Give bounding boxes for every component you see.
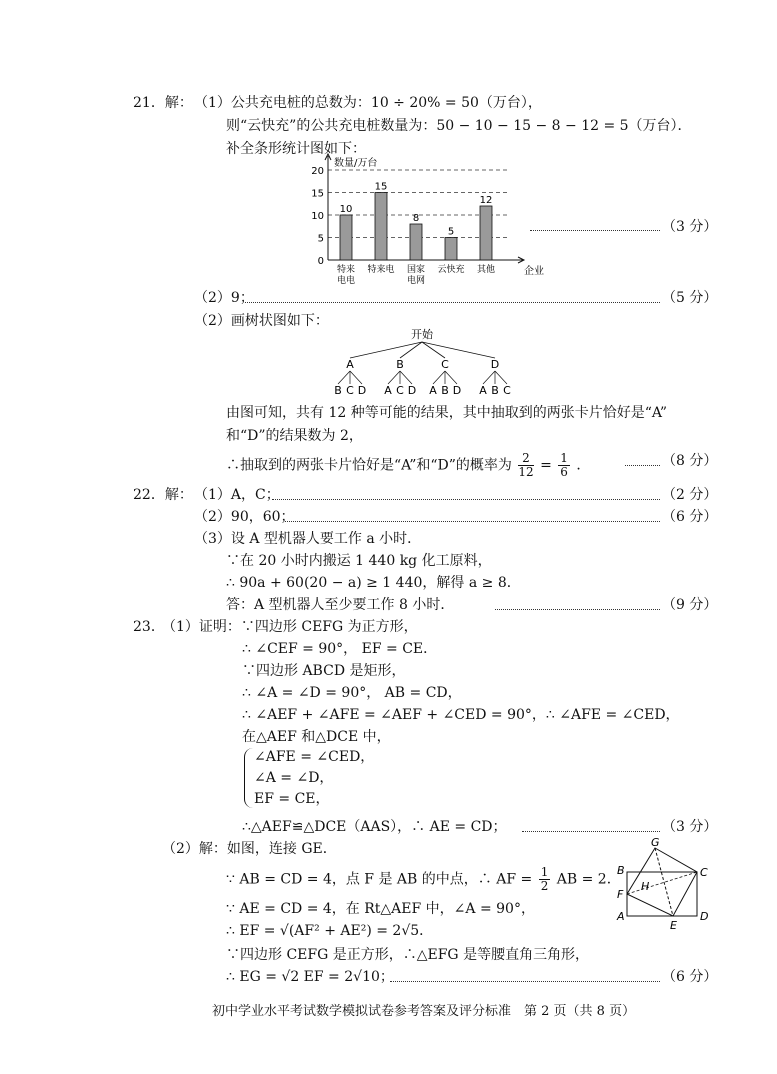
rectangle-abcd <box>627 872 697 916</box>
q21-score3: （8 分） <box>662 453 718 469</box>
q23-line: ∴ ∠A = ∠D = 90°， AB = CD， <box>242 685 462 701</box>
q21-score1: （3 分） <box>662 219 718 235</box>
bar-chart <box>300 150 544 290</box>
y-tick-label: 5 <box>317 233 324 245</box>
tree-leaf-label: A <box>429 384 437 397</box>
tree-leaf-branch <box>445 371 457 384</box>
tree-leaf-branch <box>495 371 507 384</box>
q23-score1: （3 分） <box>662 819 718 835</box>
q22-label: 22．解： <box>133 487 193 503</box>
tree-leaf-label: C <box>346 384 354 397</box>
score-leader <box>285 521 660 522</box>
label-f: F <box>617 888 624 901</box>
y-tick-label: 20 <box>311 166 324 177</box>
tree-leaf-label: C <box>396 384 404 397</box>
q21-part3-line1: 由图可知，共有 12 种等可能的结果，其中抽取到的两张卡片恰好是“A” <box>226 405 668 421</box>
category-label: 其他 <box>476 265 496 275</box>
data-label: 10 <box>339 204 353 215</box>
q23-score2: （6 分） <box>662 969 718 985</box>
bar <box>445 238 457 261</box>
fraction-1-6: $\frac{1}{6}$ <box>560 451 568 479</box>
tree-leaf-label: B <box>491 384 499 397</box>
q23-part2-line3: ∴ EF = √(AF² + AE²) = 2√5． <box>226 923 434 939</box>
q22-part3: （3）设 A 型机器人要工作 a 小时． <box>194 531 422 547</box>
fraction-2-12: $\frac{2}{12}$ <box>518 451 534 479</box>
y-tick-label: 0 <box>317 256 324 267</box>
tree-leaf-label: D <box>357 384 367 397</box>
square-cefg <box>627 848 697 916</box>
probability-text: ∴抽取到的两张卡片恰好是“A”和“D”的概率为 <box>226 457 512 474</box>
score-leader <box>495 609 660 610</box>
q23-system-2: ∠A = ∠D， <box>254 770 334 786</box>
score-leader <box>245 302 660 303</box>
data-label: 8 <box>412 213 420 224</box>
bar <box>375 193 387 261</box>
q22-score1: （2 分） <box>662 487 718 503</box>
data-label: 12 <box>479 195 493 206</box>
category-label: 特来 <box>336 265 356 275</box>
q21-part3-line3: ∴抽取到的两张卡片恰好是“A”和“D”的概率为 $\frac{2}{12}$ = $\frac{1}{6}$ ． <box>226 451 591 479</box>
tree-leaf-label: A <box>384 384 392 397</box>
tree-leaf-label: D <box>452 384 462 397</box>
tree-leaf-label: D <box>407 384 417 397</box>
q21-part1-line2: 则“云快充”的公共充电桩数量为：50 − 10 − 15 − 8 − 12 = 5（万台）． <box>226 118 692 134</box>
tree-leaf-label: C <box>503 384 511 397</box>
q22-answer: 答：A 型机器人至少要工作 8 小时． <box>226 597 455 613</box>
q23-part1: （1）证明：∵四边形 CEFG 为正方形， <box>162 619 418 635</box>
data-label: 5 <box>447 226 455 238</box>
geometry-figure <box>615 838 715 933</box>
q23-part2-line4: ∵四边形 CEFG 是正方形，∴△EFG 是等腰直角三角形， <box>226 947 590 963</box>
page-footer: 初中学业水平考试数学模拟试卷参考答案及评分标准 第 2 页（共 8 页） <box>212 1004 636 1019</box>
category-label: 国家 <box>406 265 426 275</box>
x-axis-label: 企业 <box>524 266 544 277</box>
score-leader <box>272 499 660 500</box>
q21-part3: （2）画树状图如下： <box>194 313 329 329</box>
label-d: D <box>700 910 709 923</box>
label-b: B <box>617 864 625 877</box>
q23-part2-line1: ∵ AB = CD = 4，点 F 是 AB 的中点，∴ AF = $\frac{1}{2}$ AB = 2． <box>226 865 621 893</box>
label-h: H <box>641 880 650 893</box>
tree-leaf-label: A <box>479 384 487 397</box>
q21-part2: （2）9； <box>194 290 254 306</box>
q23-conclusion: ∴△AEF≌△DCE（AAS），∴ AE = CD； <box>242 819 507 835</box>
score-leader <box>625 465 660 466</box>
q22-part3-line1: ∵在 20 小时内搬运 1 440 kg 化工原料， <box>226 553 492 569</box>
q21-score2: （5 分） <box>662 290 718 306</box>
bar <box>480 206 492 260</box>
q23-line: ∵四边形 ABCD 是矩形， <box>242 663 406 679</box>
tree-node-label: B <box>396 358 404 371</box>
tree-leaf-label: B <box>334 384 342 397</box>
fraction-1-2: $\frac{1}{2}$ <box>540 865 549 893</box>
tree-leaf-label: B <box>441 384 449 397</box>
q23-line: ∴ ∠AEF + ∠AFE = ∠AEF + ∠CED = 90°，∴ ∠AFE = ∠CED， <box>242 707 680 723</box>
tree-root-label: 开始 <box>411 328 433 341</box>
y-tick-label: 15 <box>311 188 324 200</box>
q21-part1-line3: 补全条形统计图如下： <box>226 141 366 157</box>
tree-leaf-branch <box>400 371 412 384</box>
label-e: E <box>670 919 677 932</box>
q22-part1: （1）A，C； <box>194 487 280 503</box>
bar <box>410 224 422 260</box>
tree-leaf-branch <box>388 371 400 384</box>
q23-part2-line2: ∵ AE = CD = 4，在 Rt△AEF 中，∠A = 90°， <box>226 901 535 917</box>
q21-part1: （1）公共充电桩的总数为：10 ÷ 20% = 50（万台）， <box>194 95 542 111</box>
q22-score2: （6 分） <box>662 509 718 525</box>
tree-node-label: D <box>490 358 500 371</box>
tree-diagram <box>320 326 520 402</box>
segment-ge <box>655 848 673 916</box>
score-leader <box>530 230 660 231</box>
q23-label: 23． <box>133 619 165 635</box>
label-g: G <box>651 836 660 849</box>
category-label: 电电 <box>336 276 356 286</box>
tree-leaf-branch <box>350 371 362 384</box>
q23-line: ∴ ∠CEF = 90°， EF = CE． <box>242 641 438 657</box>
category-label: 特来电 <box>367 265 395 275</box>
bar <box>340 215 352 260</box>
label-a: A <box>617 910 625 923</box>
tree-node-label: A <box>346 358 354 371</box>
q22-part3-line2: ∴ 90a + 60(20 − a) ≥ 1 440，解得 a ≥ 8． <box>226 575 521 591</box>
q23-system-1: ∠AFE = ∠CED， <box>254 749 375 765</box>
q21-part3-line2: 和“D”的结果数为 2， <box>226 428 363 444</box>
tree-leaf-branch <box>483 371 495 384</box>
y-axis-label: 数量/万台 <box>334 158 378 169</box>
q23-system-3: EF = CE， <box>254 791 330 807</box>
q23-line: 在△AEF 和△DCE 中， <box>242 729 391 745</box>
tree-leaf-branch <box>338 371 350 384</box>
q23-part2-line5: ∴ EG = √2 EF = 2√10； <box>226 969 394 985</box>
q22-score3: （9 分） <box>662 597 718 613</box>
category-label: 云快充 <box>437 265 465 275</box>
tree-node-label: C <box>441 358 449 371</box>
data-label: 15 <box>374 181 388 193</box>
q22-part2: （2）90，60； <box>194 509 295 525</box>
score-leader <box>390 981 660 982</box>
q23-part2: （2）解：如图，连接 GE． <box>162 841 337 857</box>
score-leader <box>522 831 660 832</box>
q21-label: 21．解： <box>133 95 193 111</box>
tree-leaf-branch <box>433 371 445 384</box>
category-label: 电网 <box>406 276 426 286</box>
system-brace <box>244 748 253 808</box>
label-c: C <box>700 866 708 879</box>
y-tick-label: 10 <box>311 211 324 222</box>
